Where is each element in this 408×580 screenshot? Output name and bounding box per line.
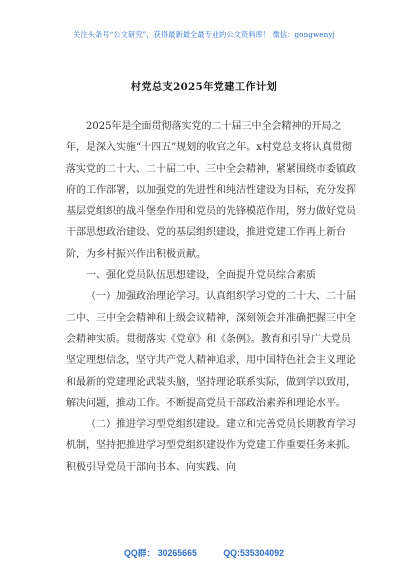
header-notice: 关注头条号“公文研究”，获得最新最全最专业的公文资料库！ 微信：gongwenyj <box>73 30 335 39</box>
document-body <box>66 116 356 478</box>
footer-contact <box>0 546 408 559</box>
qq-group-label: QQ群： 30265665 <box>124 548 197 558</box>
item-paragraph: （二）推进学习型党组织建设。建立和完善党员长期教育学习机制，坚持把推进学习型党组织建设作为党建工作重要任务来抓。积极引导党员干部向书本、向实践、向 <box>66 419 356 473</box>
qq-number-label: QQ:535304092 <box>223 548 284 558</box>
section-heading: 一、强化党员队伍思想建设，全面提升党员综合素质 <box>86 270 316 282</box>
intro-paragraph: 2025年是全面贯彻落实党的二十届三中全会精神的开局之年，是深入实施“十四五”规划的收官之年。x村党总支将认真贯彻落实党的二十大、二十届二中、三中全会精神，紧紧围绕市委镇政府的工作部署，以加强党的先进性和纯洁性建设为目标，充分发挥基层党组织的战斗堡垒作用和党员的先锋模范作用，努力做好党员干部思想政治建设、党的基层组织建设，推进党建工作再上新台阶，为乡村振兴作出积极贡献。 <box>66 121 356 260</box>
document-title: 村党总支2025年党建工作计划 <box>130 81 278 93</box>
item-paragraph: （一）加强政治理论学习。认真组织学习党的二十大、二十届二中、三中全会精神和上级会议精神，深刻领会并准确把握三中全会精神实质。贯彻落实《党章》和《条例》。教育和引导广大党员坚定理想信念，坚守共产党人精神追求，用中国特色社会主义理论和最新的党建理论武装头脑，坚持理论联系实际，做到学以致用，解决问题，推动工作。不断提高党员干部政治素养和理论水平。 <box>66 291 356 409</box>
